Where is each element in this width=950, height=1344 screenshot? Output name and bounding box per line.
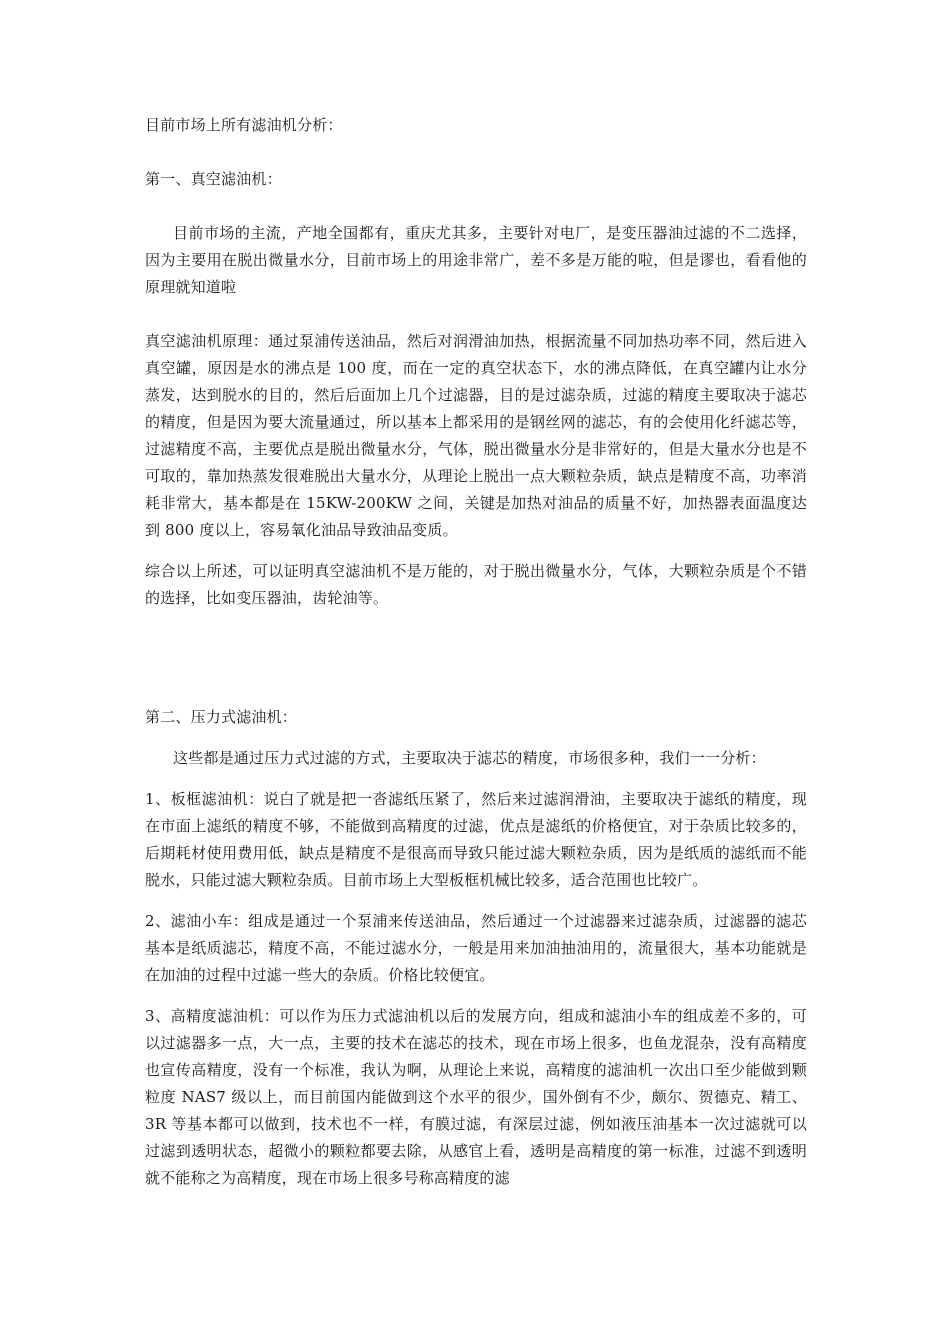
section1-summary-paragraph: 综合以上所述，可以证明真空滤油机不是万能的，对于脱出微量水分，气体，大颗粒杂质是个不错的选择，比如变压器油，齿轮油等。	[145, 562, 807, 607]
section2-intro-paragraph: 这些都是通过压力式过滤的方式，主要取决于滤芯的精度，市场很多种，我们一一分析：	[173, 749, 766, 767]
section1-heading: 第一、真空滤油机：	[145, 170, 282, 188]
section2-item2-paragraph: 2、滤油小车：组成是通过一个泵浦来传送油品，然后通过一个过滤器来过滤杂质，过滤器的滤芯基本是纸质滤芯，精度不高，不能过滤水分，一般是用来加油抽油用的，流量很大，基本功能就是在加油的过程中过滤一些大的杂质。价格比较便宜。	[145, 912, 807, 984]
document-title: 目前市场上所有滤油机分析：	[145, 116, 343, 134]
section2-heading: 第二、压力式滤油机：	[145, 708, 298, 726]
section1-principle-paragraph: 真空滤油机原理：通过泵浦传送油品，然后对润滑油加热，根据流量不同加热功率不同，然后进入真空罐，原因是水的沸点是 100 度，而在一定的真空状态下，水的沸点降低，在真空罐内让水分蒸发，达到脱水的目的，然后后面加上几个过滤器，目的是过滤杂质，过滤的精度主要取决于滤芯的精度，但是因为要大流量通过，所以基本上都采用的是钢丝网的滤芯，有的会使用化纤滤芯等，过滤精度不高，主要优点是脱出微量水分，气体，脱出微量水分是非常好的，但是大量水分也是不可取的，靠加热蒸发很难脱出大量水分，从理论上脱出一点大颗粒杂质，缺点是精度不高，功率消耗非常大，基本都是在 15KW-200KW 之间，关键是加热对油品的质量不好，加热器表面温度达到 800 度以上，容易氧化油品导致油品变质。	[145, 332, 807, 539]
section2-item1-paragraph: 1、板框滤油机：说白了就是把一沓滤纸压紧了，然后来过滤润滑油，主要取决于滤纸的精度，现在市面上滤纸的精度不够，不能做到高精度的过滤，优点是滤纸的价格便宜，对于杂质比较多的，后期耗材使用费用低，缺点是精度不是很高而导致只能过滤大颗粒杂质，因为是纸质的滤纸而不能脱水，只能过滤大颗粒杂质。目前市场上大型板框机械比较多，适合范围也比较广。	[145, 790, 807, 889]
document-body	[145, 112, 807, 1192]
section1-intro-paragraph: 目前市场的主流，产地全国都有，重庆尤其多，主要针对电厂，是变压器油过滤的不二选择，因为主要用在脱出微量水分，目前市场上的用途非常广，差不多是万能的啦，但是谬也，看看他的原理就知道啦	[145, 224, 807, 296]
section2-item3-paragraph: 3、高精度滤油机：可以作为压力式滤油机以后的发展方向，组成和滤油小车的组成差不多的，可以过滤器多一点，大一点，主要的技术在滤芯的技术，现在市场上很多，也鱼龙混杂，没有高精度也宣传高精度，没有一个标准，我认为啊，从理论上来说，高精度的滤油机一次出口至少能做到颗粒度 NAS7 级以上，而目前国内能做到这个水平的很少，国外倒有不少，颇尔、贺德克、精工、3R 等基本都可以做到，技术也不一样，有膜过滤，有深层过滤，例如液压油基本一次过滤就可以过滤到透明状态，超微小的颗粒都要去除，从感官上看，透明是高精度的第一标准，过滤不到透明就不能称之为高精度，现在市场上很多号称高精度的滤	[145, 1007, 807, 1187]
